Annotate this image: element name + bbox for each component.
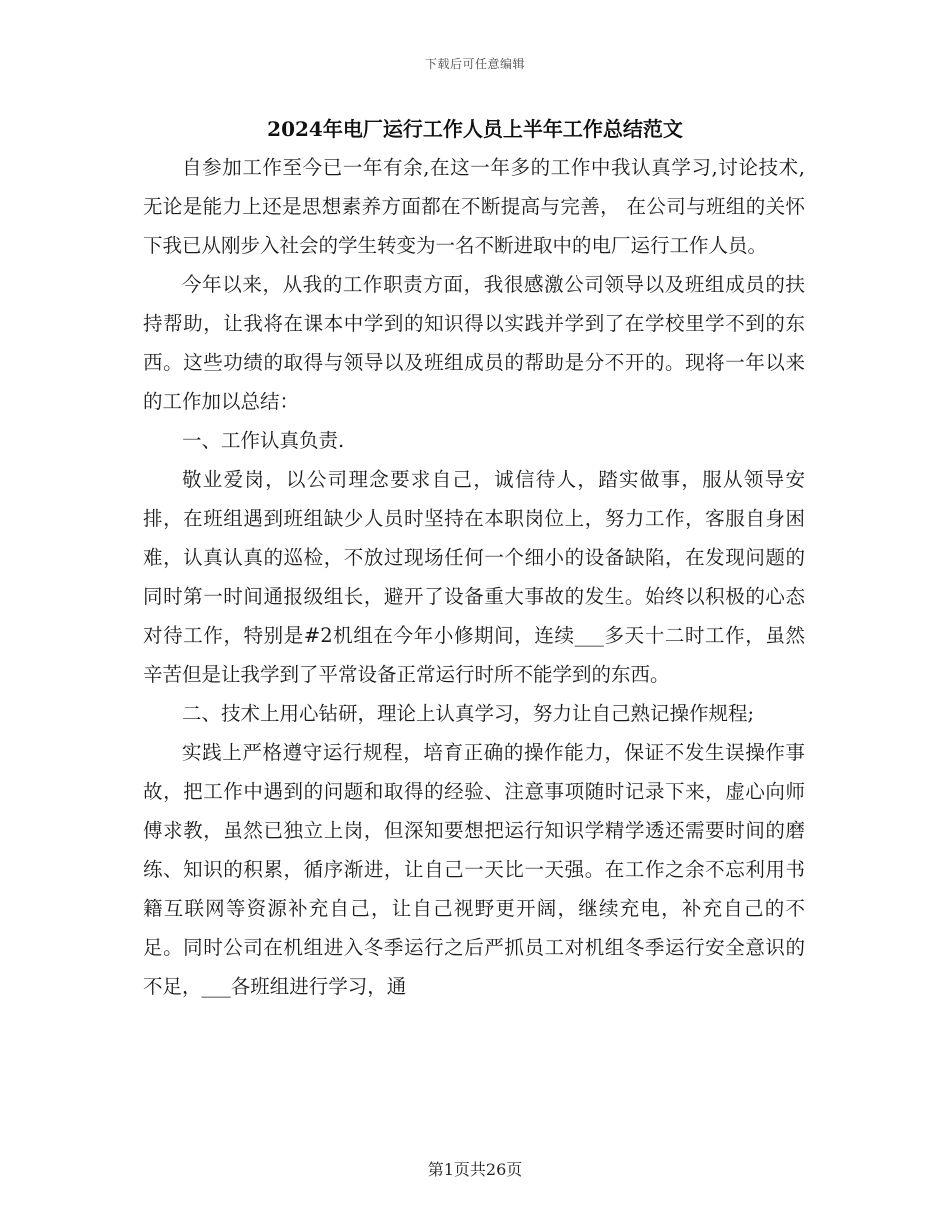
paragraph: 实践上严格遵守运行规程，培育正确的操作能力，保证不发生误操作事故，把工作中遇到的问题和取得的经验、注意事项随时记录下来，虚心向师傅求教，虽然已独立上岗，但深知要想把运行知识学精学透还需要时间的磨练、知识的积累，循序渐进，让自己一天比一天强。在工作之余不忘利用书籍互联网等资源补充自己，让自己视野更开阔，继续充电，补充自己的不足。同时公司在机组进入冬季运行之后严抓员工对机组冬季运行安全意识的不足，___各班组进行学习，通 — [143, 741, 805, 998]
document-body — [143, 148, 805, 1006]
paragraph: 今年以来，从我的工作职责方面，我很感激公司领导以及班组成员的扶持帮助，让我将在课本中学到的知识得以实践并学到了在学校里学不到的东西。这些功绩的取得与领导以及班组成员的帮助是分不开的。现将一年以来的工作加以总结： — [143, 273, 805, 413]
document-title: 2024年电厂运行工作人员上半年工作总结范文 — [267, 117, 683, 141]
paragraph: 敬业爱岗，以公司理念要求自己，诚信待人，踏实做事，服从领导安排，在班组遇到班组缺少人员时坚持在本职岗位上，努力工作，客服自身困难，认真认真的巡检，不放过现场任何一个细小的设备缺陷，在发现问题的同时第一时间通报级组长，避开了设备重大事故的发生。始终以积极的心态对待工作，特别是#2机组在今年小修期间，连续___多天十二时工作，虽然辛苦但是让我学到了平常设备正常运行时所不能学到的东西。 — [143, 468, 805, 686]
page-number: 第1页共26页 — [427, 1160, 523, 1179]
section-heading: 二、技术上用心钻研，理论上认真学习，努力让自己熟记操作规程; — [182, 702, 755, 725]
header-note: 下载后可任意编辑 — [424, 57, 525, 71]
section-heading: 一、工作认真负责. — [182, 429, 345, 452]
paragraph: 自参加工作至今已一年有余,在这一年多的工作中我认真学习,讨论技术,无论是能力上还是思想素养方面都在不断提高与完善， 在公司与班组的关怀下我已从刚步入社会的学生转变为一名不断进取中的电厂运行工作人员。 — [143, 156, 805, 257]
